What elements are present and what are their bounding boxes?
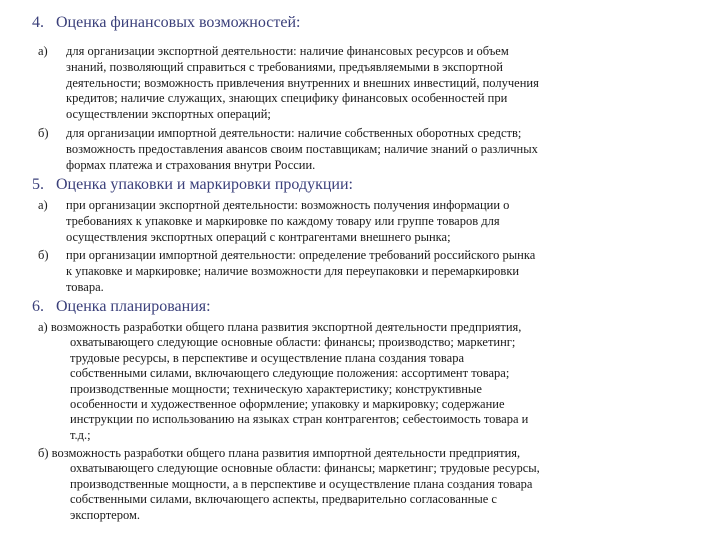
item-line: к упаковке и маркировке; наличие возможности для переупаковки и перемаркировки — [66, 263, 520, 278]
item-marker: а) — [38, 44, 48, 58]
paragraph-line: инструкции по использованию на языках стран контрагентов; себестоимость товара и — [70, 412, 529, 427]
item-marker: а) — [38, 198, 48, 212]
paragraph-line: собственными силами, включающего аспекты, предварительно согласованные с — [70, 492, 497, 507]
section-5-title: Оценка упаковки и маркировки продукции: — [56, 176, 353, 193]
section-5-heading — [32, 176, 353, 194]
paragraph-first-line: а) возможность разработки общего плана развития экспортной деятельности предприятия, — [38, 320, 522, 334]
item-line: осуществлении экспортных операций; — [66, 107, 271, 122]
section-4-heading — [32, 14, 300, 32]
item-line: требованиях к упаковке и маркировке по каждому товару или группе товаров для — [66, 213, 500, 228]
section-4-title: Оценка финансовых возможностей: — [56, 14, 301, 31]
item-line: знаний, позволяющий справиться с требованиями, предъявляемыми в экспортной — [66, 59, 503, 74]
paragraph-line: производственные мощности, а в перспективе и осуществление плана создания товара — [70, 476, 533, 491]
section-6-paragraph-b — [38, 446, 678, 523]
paragraph-line: трудовые ресурсы, в перспективе и осуществление плана создания товара — [70, 350, 465, 365]
section-6-heading — [32, 298, 211, 316]
paragraph-line: охватывающего следующие основные области: финансы; производство; маркетинг; — [70, 335, 516, 350]
item-line: формах платежа и страхования внутри России. — [66, 157, 316, 172]
section-4-item-a — [38, 44, 678, 123]
section-6-number: 6. — [32, 298, 44, 315]
section-6-paragraph-a — [38, 320, 678, 443]
paragraph-line: т.д.; — [70, 427, 91, 442]
item-line: возможность предоставления авансов своим поставщикам; наличие знаний о различных — [66, 141, 538, 156]
item-line: для организации импортной деятельности: наличие собственных оборотных средств; — [66, 126, 522, 140]
item-line: деятельности; возможность привлечения внутренних и внешних инвестиций, получения — [66, 75, 539, 90]
section-5-item-b — [38, 248, 678, 295]
paragraph-line: экспортером. — [70, 507, 141, 522]
section-6-title: Оценка планирования: — [56, 298, 211, 315]
section-5-item-a — [38, 198, 678, 245]
paragraph-line: охватывающего следующие основные области: финансы; маркетинг; трудовые ресурсы, — [70, 461, 540, 476]
item-line: осуществления экспортных операций с контрагентами внешнего рынка; — [66, 229, 451, 244]
item-line: для организации экспортной деятельности: наличие финансовых ресурсов и объем — [66, 44, 509, 58]
paragraph-line: собственными силами, включающего следующие положения: ассортимент товара; — [70, 366, 510, 381]
paragraph-line: особенности и художественное оформление; упаковку и маркировку; содержание — [70, 397, 505, 412]
item-marker: б) — [38, 248, 49, 262]
paragraph-first-line: б) возможность разработки общего плана развития импортной деятельности предприятия, — [38, 446, 521, 460]
item-line: при организации экспортной деятельности: возможность получения информации о — [66, 198, 510, 212]
item-line: товара. — [66, 279, 104, 294]
item-line: при организации импортной деятельности: определение требований российского рынка — [66, 248, 536, 262]
item-line: кредитов; наличие служащих, знающих специфику финансовых особенностей при — [66, 91, 508, 106]
section-4-number: 4. — [32, 14, 44, 31]
paragraph-line: производственные мощности; техническую характеристику; конструктивные — [70, 381, 482, 396]
section-4-item-b — [38, 126, 678, 173]
item-marker: б) — [38, 126, 49, 140]
section-5-number: 5. — [32, 176, 44, 193]
